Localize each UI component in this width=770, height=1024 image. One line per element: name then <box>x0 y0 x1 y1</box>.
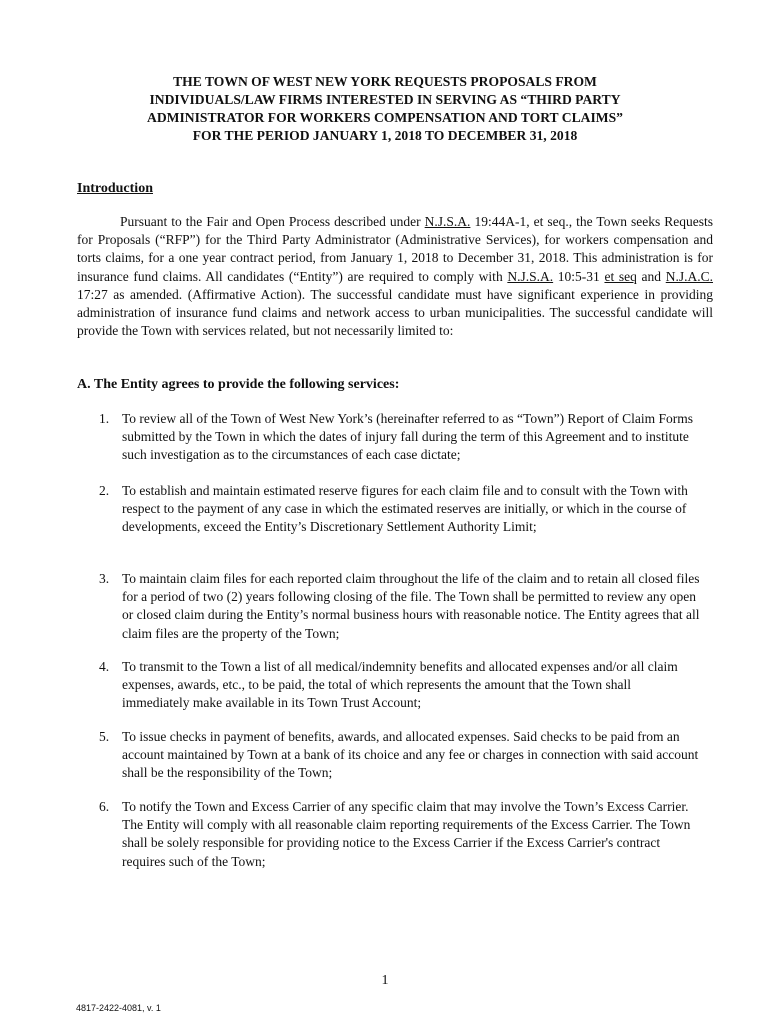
introduction-heading: Introduction <box>77 181 153 196</box>
document-id: 4817-2422-4081, v. 1 <box>76 1003 161 1013</box>
statute-reference: N.J.S.A. <box>507 268 554 284</box>
item-text: To transmit to the Town a list of all medical/indemnity benefits and allocated expenses and/or all claim expenses, awards, etc., to be paid, the total of which represents the amount that the Town shall immediately make available in its Town Trust Account; <box>122 659 678 711</box>
item-text: To maintain claim files for each reported claim throughout the life of the claim and to retain all closed files for a period of two (2) years following closing of the file. The Town shall be permitted to review any open or closed claim during the Entity’s normal business hours with reasonable notice. The Entity agrees that all claim files are the property of the Town; <box>122 571 700 641</box>
title-line: ADMINISTRATOR FOR WORKERS COMPENSATION AND TORT CLAIMS” <box>147 110 623 125</box>
regulation-reference: N.J.A.C. <box>665 268 713 284</box>
title-line: FOR THE PERIOD JANUARY 1, 2018 TO DECEMBER 31, 2018 <box>192 128 578 143</box>
item-number: 6. <box>99 799 110 814</box>
introduction-paragraph: Pursuant to the Fair and Open Process described under N.J.S.A. 19:44A-1, et seq., the Town seeks Requests for Proposals (“RFP”) for the Third Party Administrator (Administrative Services), for workers compensation and torts claims, for a one year contract period, from January 1, 2018 to December 31, 2018. This administration is for insurance fund claims. All candidates (“Entity”) are required to comply with N.J.S.A. 10:5-31 et seq and N.J.A.C. 17:27 as amended. (Affirmative Action). The successful candidate must have significant experience in providing administration of insurance fund claims and network access to urban municipalities. The successful candidate will provide the Town with services related, but not necessarily limited to: <box>77 214 713 339</box>
document-title <box>60 73 710 145</box>
item-number: 5. <box>99 729 110 744</box>
item-text: To notify the Town and Excess Carrier of any specific claim that may involve the Town’s Excess Carrier. The Entity will comply with all reasonable claim reporting requirements of the Excess Carrier. The Town shall be solely responsible for providing notice to the Excess Carrier if the Excess Carrier's contract requires such of the Town; <box>122 799 691 869</box>
item-number: 4. <box>99 659 110 674</box>
item-number: 3. <box>99 571 110 586</box>
item-text: To review all of the Town of West New York’s (hereinafter referred to as “Town”) Report of Claim Forms submitted by the Town in which the dates of injury fall during the term of this Agreement and to institute such investigation as to the circumstances of each case dictate; <box>122 411 694 463</box>
item-number: 1. <box>99 411 110 426</box>
page-number: 1 <box>381 973 389 988</box>
item-number: 2. <box>99 483 110 498</box>
statute-reference: N.J.S.A. <box>424 214 471 229</box>
section-a-heading: A. The Entity agrees to provide the following services: <box>77 377 400 392</box>
item-text: To establish and maintain estimated reserve figures for each claim file and to consult with the Town with respect to the payment of any case in which the estimated reserves are initially, or which in the course of developments, exceed the Entity’s Discretionary Settlement Authority Limit; <box>122 483 688 535</box>
title-line: THE TOWN OF WEST NEW YORK REQUESTS PROPOSALS FROM <box>173 74 597 89</box>
item-text: To issue checks in payment of benefits, awards, and allocated expenses. Said checks to be paid from an account maintained by Town at a bank of its choice and any fee or charges in connection with said account shall be the responsibility of the Town; <box>122 729 699 781</box>
title-line: INDIVIDUALS/LAW FIRMS INTERESTED IN SERVING AS “THIRD PARTY <box>149 92 621 107</box>
statute-reference: et seq <box>604 268 637 284</box>
